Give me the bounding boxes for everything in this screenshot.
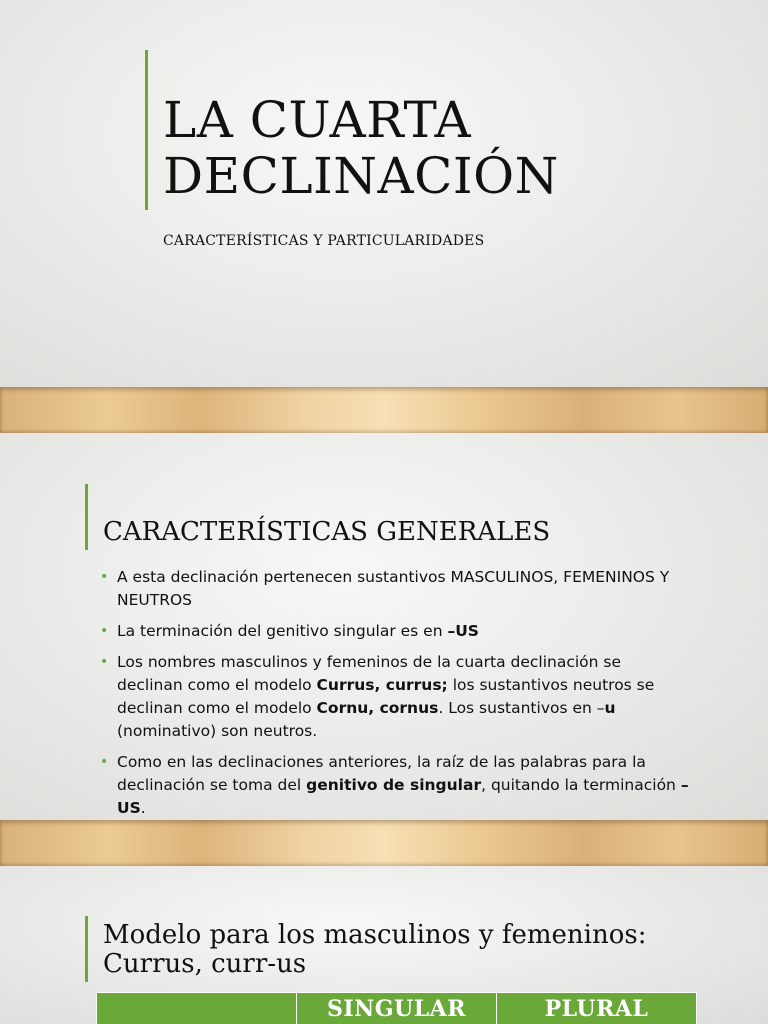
presentation-title [163,92,559,204]
bullet-bold-text: –US [447,622,479,640]
bullet-bold-text: u [604,699,616,717]
bullet-text: , quitando la terminación [481,776,681,794]
characteristics-slide [0,433,768,820]
bullet-item [100,620,690,643]
bullet-text: La terminación del genitivo singular es en [117,622,448,640]
model-heading [103,921,646,979]
title-line-1: LA CUARTA [163,91,472,149]
bullet-text: . Los sustantivos en – [438,699,605,717]
table-header-plural: PLURAL [497,993,697,1024]
model-slide [0,866,768,1024]
bullet-text: (nominativo) son neutros. [117,722,318,740]
wood-divider [0,820,768,866]
heading-accent-bar [85,484,88,550]
bullet-text: A esta declinación pertenecen sustantivos MASCULINOS, FEMENINOS Y NEUTROS [117,568,670,609]
bullet-item [100,651,690,743]
table-header-case [97,993,297,1024]
section-heading: CARACTERÍSTICAS GENERALES [103,517,551,547]
bullet-text: los sustantivos neutros se declinan como el modelo [117,676,655,717]
table-header-row [97,993,697,1024]
bullet-text: . [140,799,146,817]
presentation-subtitle: CARACTERÍSTICAS Y PARTICULARIDADES [163,233,485,249]
wood-divider [0,387,768,433]
model-heading-line-1: Modelo para los masculinos y femeninos: [103,920,647,950]
bullet-bold-text: genitivo de singular [306,776,482,794]
bullet-item [100,566,690,612]
title-line-2: DECLINACIÓN [163,147,559,205]
declension-table [96,992,697,1024]
model-heading-line-2: Currus, curr-us [103,949,307,979]
bullet-bold-text: –US [117,776,689,817]
table-header-singular: SINGULAR [297,993,497,1024]
bullet-text: Como en las declinaciones anteriores, la raíz de las palabras para la declinación se toma del [117,753,646,794]
title-accent-bar [145,50,148,210]
bullet-bold-text: Cornu, cornus [316,699,439,717]
bullet-text: Los nombres masculinos y femeninos de la cuarta declinación se declinan como el modelo [117,653,622,694]
bullet-bold-text: Currus, currus; [316,676,448,694]
title-slide [0,0,768,387]
bullet-list [100,566,690,820]
bullet-item [100,751,690,820]
heading-accent-bar [85,916,88,982]
